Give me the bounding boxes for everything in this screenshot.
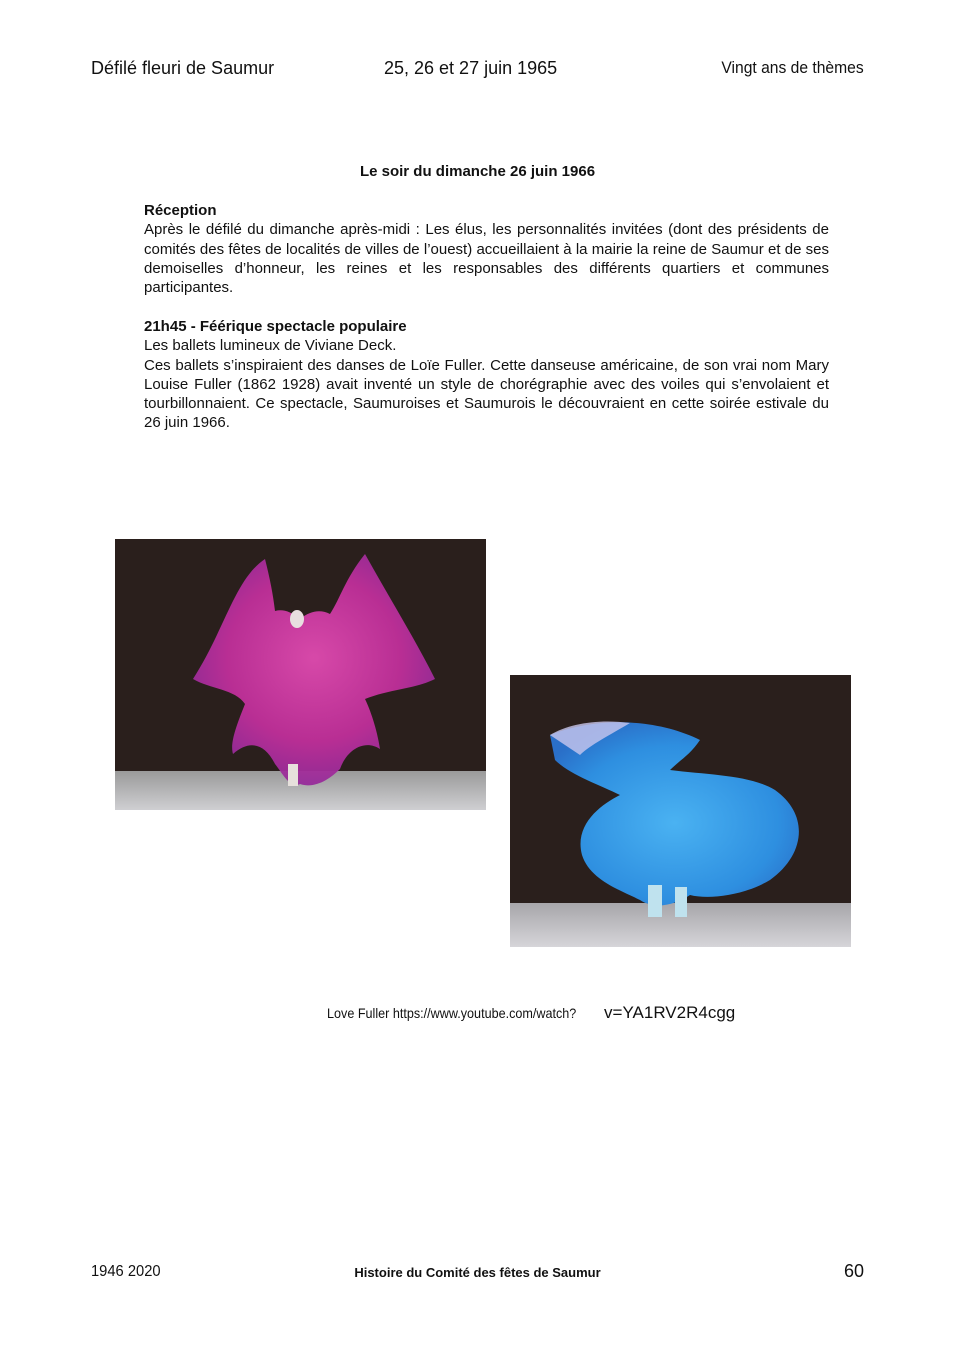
photo-pink-dancer xyxy=(115,539,486,810)
footer-years: 1946 2020 xyxy=(91,1263,161,1280)
header-left-title: Défilé fleuri de Saumur xyxy=(91,58,275,78)
spectacle-paragraph: Ces ballets s’inspiraient des danses de Loïe Fuller. Cette danseuse américaine, de son vrai nom Mary Louise Fuller (1862 1928) avait inventé un style de chorégraphie avec des voiles qui s’envolaient et tourbillonnaient. Ce spectacle, Saumuroises et Saumurois le découvraient en cette soirée estivale du 26 juin 1966. xyxy=(144,356,829,432)
reception-section xyxy=(144,201,829,297)
spectacle-line: Les ballets lumineux de Viviane Deck. xyxy=(144,337,397,355)
header-date: 25, 26 et 27 juin 1965 xyxy=(384,58,558,78)
caption-video-id: v=YA1RV2R4cgg xyxy=(604,1003,736,1022)
footer-title: Histoire du Comité des fêtes de Saumur xyxy=(354,1265,601,1280)
spectacle-heading: 21h45 - Féérique spectacle populaire xyxy=(144,318,407,335)
caption-text: Love Fuller https://www.youtube.com/watch? xyxy=(327,1005,577,1021)
header-right-title: Vingt ans de thèmes xyxy=(721,58,864,77)
spectacle-section xyxy=(144,317,829,433)
reception-heading: Réception xyxy=(144,202,217,219)
page-number: 60 xyxy=(843,1261,864,1281)
photo-blue-dancer xyxy=(510,675,851,947)
video-caption xyxy=(327,1003,735,1023)
reception-paragraph: Après le défilé du dimanche après-midi : Les élus, les personnalités invitées (dont des présidents de comités des fêtes de localités de villes de l’ouest) accueillaient à la mairie la reine de Saumur et de ses demoiselles d’honneur, les reines et les responsables des différents quartiers et communes participantes. xyxy=(144,221,829,297)
section-title: Le soir du dimanche 26 juin 1966 xyxy=(359,163,596,180)
